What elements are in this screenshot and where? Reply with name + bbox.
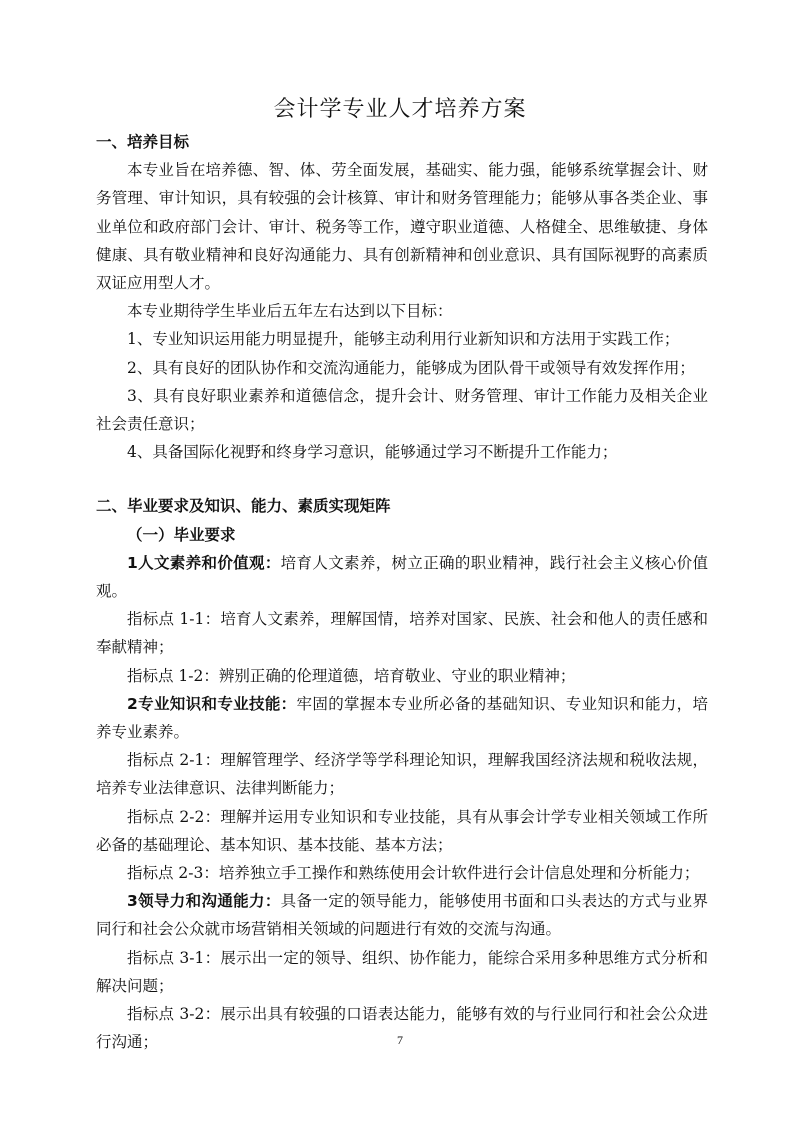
page-title: 会计学专业人才培养方案 — [273, 97, 527, 122]
indicator-1-1: 指标点 1-1：培育人文素养，理解国情，培养对国家、民族、社会和他人的责任感和奉献精神； — [96, 610, 708, 657]
goal-item-4: 4、具备国际化视野和终身学习意识，能够通过学习不断提升工作能力； — [127, 443, 618, 462]
page-number: 7 — [397, 1033, 403, 1047]
requirement-2 — [96, 690, 708, 746]
section-heading-graduation-requirements: 二、毕业要求及知识、能力、素质实现矩阵 — [96, 497, 391, 516]
requirement-2-text: 牢固的掌握本专业所必备的基础知识、专业知识和能力，培养专业素养。 — [96, 694, 708, 742]
section-spacer — [96, 466, 708, 492]
section-heading-training-goals: 一、培养目标 — [96, 133, 190, 151]
requirement-2-label: 2专业知识和专业技能： — [127, 694, 297, 713]
indicator-2-3: 指标点 2-3：培养独立手工操作和熟练使用会计软件进行会计信息处理和分析能力； — [127, 864, 700, 883]
paragraph-goals-intro: 本专业期待学生毕业后五年左右达到以下目标： — [127, 302, 453, 321]
indicator-2-1: 指标点 2-1：理解管理学、经济学等学科理论知识，理解我国经济法规和税收法规，培养专业法律意识、法律判断能力； — [96, 751, 708, 798]
paragraph-training-goals-intro: 本专业旨在培养德、智、体、劳全面发展，基础实、能力强，能够系统掌握会计、财务管理、审计知识，具有较强的会计核算、审计和财务管理能力；能够从事各类企业、事业单位和政府部门会计、审计、税务等工作，遵守职业道德、人格健全、思维敏捷、身体健康、具有敬业精神和良好沟通能力、具有创新精神和创业意识、具有国际视野的高素质双证应用型人才。 — [96, 161, 708, 293]
indicator-2-2: 指标点 2-2：理解并运用专业知识和专业技能，具有从事会计学专业相关领域工作所必备的基础理论、基本知识、基本技能、基本方法； — [96, 807, 708, 854]
goal-item-3: 3、具有良好职业素养和道德信念，提升会计、财务管理、审计工作能力及相关企业社会责任意识； — [96, 386, 708, 434]
goal-item-2: 2、具有良好的团队协作和交流沟通能力，能够成为团队骨干或领导有效发挥作用； — [127, 358, 695, 377]
indicator-3-1: 指标点 3-1：展示出一定的领导、组织、协作能力，能综合采用多种思维方式分析和解决问题； — [96, 948, 708, 995]
subsection-heading-graduation-requirements: （一）毕业要求 — [127, 525, 236, 544]
requirement-3-label: 3领导力和沟通能力： — [127, 892, 281, 911]
indicator-1-2: 指标点 1-2：辨别正确的伦理道德，培育敬业、守业的职业精神； — [127, 666, 576, 685]
requirement-1 — [96, 549, 708, 605]
requirement-3 — [96, 887, 708, 943]
requirement-1-text: 培育人文素养，树立正确的职业精神，践行社会主义核心价值观。 — [96, 553, 708, 601]
goal-item-1: 1、专业知识运用能力明显提升，能够主动利用行业新知识和方法用于实践工作； — [127, 330, 680, 349]
requirement-1-label: 1人文素养和价值观： — [127, 553, 281, 572]
requirement-3-text: 具备一定的领导能力，能够使用书面和口头表达的方式与业界同行和社会公众就市场营销相关领域的问题进行有效的交流与沟通。 — [96, 892, 708, 939]
indicator-3-2: 指标点 3-2：展示出具有较强的口语表达能力，能够有效的与行业同行和社会公众进行沟通； — [96, 1005, 708, 1052]
document-body — [96, 128, 708, 1057]
